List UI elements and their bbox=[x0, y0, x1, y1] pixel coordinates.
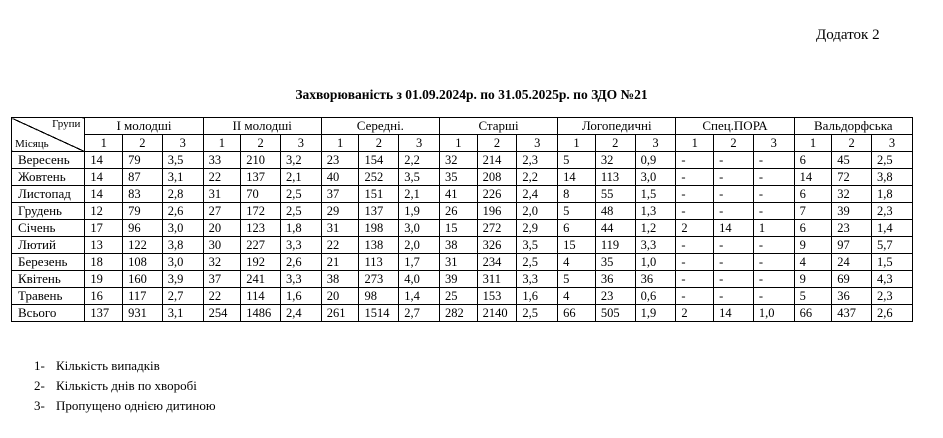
value-cell: 15 bbox=[439, 220, 477, 237]
value-cell: 2,4 bbox=[281, 305, 322, 322]
value-cell: 23 bbox=[832, 220, 872, 237]
value-cell: 70 bbox=[241, 186, 281, 203]
value-cell: 66 bbox=[558, 305, 596, 322]
subheader-cell: 2 bbox=[359, 135, 399, 152]
subheader-cell: 3 bbox=[635, 135, 676, 152]
value-cell: 2,3 bbox=[872, 288, 913, 305]
value-cell: 39 bbox=[832, 203, 872, 220]
value-cell: 5 bbox=[558, 203, 596, 220]
value-cell: 25 bbox=[439, 288, 477, 305]
legend-item bbox=[34, 356, 216, 376]
value-cell: 20 bbox=[203, 220, 241, 237]
value-cell: 2,0 bbox=[399, 237, 440, 254]
value-cell: 1,6 bbox=[281, 288, 322, 305]
value-cell: 2,6 bbox=[162, 203, 203, 220]
value-cell: 12 bbox=[85, 203, 123, 220]
table-row bbox=[12, 220, 913, 237]
value-cell: 33 bbox=[203, 152, 241, 169]
value-cell: 2,5 bbox=[517, 254, 558, 271]
value-cell: 19 bbox=[85, 271, 123, 288]
value-cell: 1,2 bbox=[635, 220, 676, 237]
value-cell: 3,9 bbox=[162, 271, 203, 288]
value-cell: 2,5 bbox=[517, 305, 558, 322]
legend-text: Кількість випадків bbox=[56, 358, 160, 373]
legend-number: 3- bbox=[34, 398, 45, 413]
subheader-cell: 2 bbox=[123, 135, 163, 152]
value-cell: 3,8 bbox=[162, 237, 203, 254]
value-cell: - bbox=[753, 169, 794, 186]
value-cell: 1,5 bbox=[872, 254, 913, 271]
value-cell: 29 bbox=[321, 203, 359, 220]
value-cell: 22 bbox=[321, 237, 359, 254]
subheader-cell: 2 bbox=[714, 135, 754, 152]
value-cell: 2,6 bbox=[872, 305, 913, 322]
value-cell: 2,7 bbox=[162, 288, 203, 305]
value-cell: 226 bbox=[477, 186, 517, 203]
value-cell: 38 bbox=[439, 237, 477, 254]
value-cell: 3,8 bbox=[872, 169, 913, 186]
value-cell: - bbox=[714, 152, 754, 169]
value-cell: 3,3 bbox=[517, 271, 558, 288]
value-cell: 31 bbox=[439, 254, 477, 271]
value-cell: 14 bbox=[714, 220, 754, 237]
subheader-cell: 1 bbox=[85, 135, 123, 152]
value-cell: 8 bbox=[558, 186, 596, 203]
appendix-label: Додаток 2 bbox=[816, 27, 880, 43]
value-cell: 36 bbox=[595, 271, 635, 288]
value-cell: 20 bbox=[321, 288, 359, 305]
subheader-cell: 3 bbox=[753, 135, 794, 152]
value-cell: 55 bbox=[595, 186, 635, 203]
value-cell: - bbox=[676, 288, 714, 305]
table-row bbox=[12, 203, 913, 220]
value-cell: 2,3 bbox=[517, 152, 558, 169]
value-cell: 1,5 bbox=[635, 186, 676, 203]
value-cell: 1,4 bbox=[399, 288, 440, 305]
value-cell: 45 bbox=[832, 152, 872, 169]
value-cell: 172 bbox=[241, 203, 281, 220]
value-cell: 4 bbox=[558, 288, 596, 305]
subheader-cell: 1 bbox=[203, 135, 241, 152]
value-cell: 35 bbox=[595, 254, 635, 271]
value-cell: 6 bbox=[558, 220, 596, 237]
value-cell: 3,5 bbox=[162, 152, 203, 169]
value-cell: 72 bbox=[832, 169, 872, 186]
value-cell: - bbox=[714, 169, 754, 186]
value-cell: - bbox=[753, 288, 794, 305]
value-cell: 119 bbox=[595, 237, 635, 254]
table-row bbox=[12, 254, 913, 271]
value-cell: 2,0 bbox=[517, 203, 558, 220]
value-cell: - bbox=[753, 237, 794, 254]
month-cell: Травень bbox=[12, 288, 85, 305]
value-cell: 1514 bbox=[359, 305, 399, 322]
value-cell: 79 bbox=[123, 152, 163, 169]
value-cell: 23 bbox=[321, 152, 359, 169]
value-cell: 14 bbox=[558, 169, 596, 186]
value-cell: 14 bbox=[85, 169, 123, 186]
value-cell: 234 bbox=[477, 254, 517, 271]
value-cell: 96 bbox=[123, 220, 163, 237]
value-cell: - bbox=[714, 271, 754, 288]
value-cell: 3,1 bbox=[162, 169, 203, 186]
value-cell: 2,5 bbox=[872, 152, 913, 169]
value-cell: 5 bbox=[558, 152, 596, 169]
value-cell: 198 bbox=[359, 220, 399, 237]
groups-corner-label: Групи bbox=[52, 118, 81, 130]
group-header: ІІ молодші bbox=[203, 118, 321, 135]
table-row bbox=[12, 152, 913, 169]
group-header: Спец.ПОРА bbox=[676, 118, 794, 135]
table-row bbox=[12, 237, 913, 254]
value-cell: 311 bbox=[477, 271, 517, 288]
value-cell: 9 bbox=[794, 237, 832, 254]
value-cell: 36 bbox=[832, 288, 872, 305]
value-cell: 273 bbox=[359, 271, 399, 288]
value-cell: 1,0 bbox=[753, 305, 794, 322]
value-cell: 326 bbox=[477, 237, 517, 254]
group-header: Старші bbox=[439, 118, 557, 135]
document-title: Захворюваність з 01.09.2024р. по 31.05.2025р. по ЗДО №21 bbox=[295, 87, 648, 102]
value-cell: 3,0 bbox=[399, 220, 440, 237]
value-cell: 5,7 bbox=[872, 237, 913, 254]
value-cell: 208 bbox=[477, 169, 517, 186]
value-cell: 98 bbox=[359, 288, 399, 305]
value-cell: 3,0 bbox=[162, 220, 203, 237]
value-cell: 87 bbox=[123, 169, 163, 186]
value-cell: 4 bbox=[558, 254, 596, 271]
value-cell: - bbox=[714, 203, 754, 220]
month-cell: Березень bbox=[12, 254, 85, 271]
month-corner-label: Місяць bbox=[15, 138, 49, 150]
value-cell: - bbox=[676, 152, 714, 169]
value-cell: 44 bbox=[595, 220, 635, 237]
value-cell: 21 bbox=[321, 254, 359, 271]
value-cell: 4 bbox=[794, 254, 832, 271]
value-cell: 39 bbox=[439, 271, 477, 288]
value-cell: 38 bbox=[321, 271, 359, 288]
value-cell: 1,6 bbox=[517, 288, 558, 305]
value-cell: 97 bbox=[832, 237, 872, 254]
value-cell: 0,6 bbox=[635, 288, 676, 305]
value-cell: - bbox=[714, 186, 754, 203]
value-cell: 9 bbox=[794, 271, 832, 288]
group-header: Логопедичні bbox=[558, 118, 676, 135]
value-cell: 1,8 bbox=[872, 186, 913, 203]
value-cell: 4,3 bbox=[872, 271, 913, 288]
group-header: І молодші bbox=[85, 118, 203, 135]
table-row bbox=[12, 288, 913, 305]
value-cell: 1,0 bbox=[635, 254, 676, 271]
value-cell: 151 bbox=[359, 186, 399, 203]
value-cell: 153 bbox=[477, 288, 517, 305]
value-cell: - bbox=[753, 186, 794, 203]
value-cell: 2,2 bbox=[399, 152, 440, 169]
value-cell: - bbox=[676, 203, 714, 220]
value-cell: 1,9 bbox=[635, 305, 676, 322]
value-cell: - bbox=[753, 152, 794, 169]
value-cell: 35 bbox=[439, 169, 477, 186]
value-cell: 3,0 bbox=[635, 169, 676, 186]
value-cell: - bbox=[753, 203, 794, 220]
value-cell: 22 bbox=[203, 288, 241, 305]
value-cell: 32 bbox=[203, 254, 241, 271]
value-cell: 196 bbox=[477, 203, 517, 220]
subheader-cell: 1 bbox=[439, 135, 477, 152]
value-cell: 40 bbox=[321, 169, 359, 186]
value-cell: 23 bbox=[595, 288, 635, 305]
value-cell: 2,5 bbox=[281, 203, 322, 220]
value-cell: 3,5 bbox=[517, 237, 558, 254]
value-cell: 36 bbox=[635, 271, 676, 288]
month-cell: Вересень bbox=[12, 152, 85, 169]
value-cell: 5 bbox=[558, 271, 596, 288]
month-cell: Жовтень bbox=[12, 169, 85, 186]
legend-item bbox=[34, 376, 216, 396]
value-cell: - bbox=[676, 237, 714, 254]
value-cell: 2140 bbox=[477, 305, 517, 322]
value-cell: 2,4 bbox=[517, 186, 558, 203]
subheader-cell: 1 bbox=[558, 135, 596, 152]
value-cell: 3,0 bbox=[162, 254, 203, 271]
value-cell: 5 bbox=[794, 288, 832, 305]
value-cell: 0,9 bbox=[635, 152, 676, 169]
value-cell: 3,3 bbox=[281, 271, 322, 288]
value-cell: 2 bbox=[676, 220, 714, 237]
value-cell: 123 bbox=[241, 220, 281, 237]
subheader-cell: 2 bbox=[477, 135, 517, 152]
value-cell: - bbox=[714, 237, 754, 254]
value-cell: 241 bbox=[241, 271, 281, 288]
value-cell: 26 bbox=[439, 203, 477, 220]
legend-number: 2- bbox=[34, 378, 45, 393]
value-cell: 17 bbox=[85, 220, 123, 237]
value-cell: 69 bbox=[832, 271, 872, 288]
value-cell: 32 bbox=[832, 186, 872, 203]
value-cell: 108 bbox=[123, 254, 163, 271]
value-cell: 37 bbox=[203, 271, 241, 288]
value-cell: 3,2 bbox=[281, 152, 322, 169]
value-cell: 437 bbox=[832, 305, 872, 322]
subheader-cell: 3 bbox=[281, 135, 322, 152]
value-cell: 3,1 bbox=[162, 305, 203, 322]
value-cell: 3,3 bbox=[281, 237, 322, 254]
value-cell: 14 bbox=[714, 305, 754, 322]
subheader-cell: 2 bbox=[241, 135, 281, 152]
legend-item bbox=[34, 396, 216, 416]
value-cell: 3,3 bbox=[635, 237, 676, 254]
group-header-row bbox=[12, 118, 913, 135]
value-cell: - bbox=[676, 186, 714, 203]
month-cell: Квітень bbox=[12, 271, 85, 288]
value-cell: 261 bbox=[321, 305, 359, 322]
value-cell: - bbox=[753, 271, 794, 288]
value-cell: - bbox=[676, 271, 714, 288]
value-cell: 113 bbox=[595, 169, 635, 186]
value-cell: 4,0 bbox=[399, 271, 440, 288]
value-cell: 113 bbox=[359, 254, 399, 271]
value-cell: 931 bbox=[123, 305, 163, 322]
value-cell: 254 bbox=[203, 305, 241, 322]
value-cell: 41 bbox=[439, 186, 477, 203]
value-cell: 6 bbox=[794, 152, 832, 169]
value-cell: 6 bbox=[794, 186, 832, 203]
value-cell: 1,8 bbox=[281, 220, 322, 237]
value-cell: 14 bbox=[85, 152, 123, 169]
value-cell: 1,7 bbox=[399, 254, 440, 271]
value-cell: 252 bbox=[359, 169, 399, 186]
value-cell: 13 bbox=[85, 237, 123, 254]
value-cell: 154 bbox=[359, 152, 399, 169]
value-cell: 14 bbox=[794, 169, 832, 186]
value-cell: 79 bbox=[123, 203, 163, 220]
value-cell: 1,3 bbox=[635, 203, 676, 220]
value-cell: 18 bbox=[85, 254, 123, 271]
value-cell: 1,9 bbox=[399, 203, 440, 220]
value-cell: 2,9 bbox=[517, 220, 558, 237]
value-cell: 160 bbox=[123, 271, 163, 288]
morbidity-table bbox=[11, 117, 913, 322]
table-row bbox=[12, 169, 913, 186]
value-cell: 6 bbox=[794, 220, 832, 237]
month-cell: Листопад bbox=[12, 186, 85, 203]
value-cell: - bbox=[676, 169, 714, 186]
value-cell: 210 bbox=[241, 152, 281, 169]
month-cell: Всього bbox=[12, 305, 85, 322]
value-cell: 24 bbox=[832, 254, 872, 271]
value-cell: - bbox=[676, 254, 714, 271]
value-cell: - bbox=[753, 254, 794, 271]
subheader-cell: 3 bbox=[872, 135, 913, 152]
subheader-cell: 1 bbox=[676, 135, 714, 152]
value-cell: 14 bbox=[85, 186, 123, 203]
corner-header-cell bbox=[12, 118, 85, 152]
subheader-row bbox=[12, 135, 913, 152]
month-cell: Січень bbox=[12, 220, 85, 237]
value-cell: 137 bbox=[241, 169, 281, 186]
value-cell: 2,5 bbox=[281, 186, 322, 203]
legend-number: 1- bbox=[34, 358, 45, 373]
value-cell: 15 bbox=[558, 237, 596, 254]
value-cell: 83 bbox=[123, 186, 163, 203]
value-cell: 138 bbox=[359, 237, 399, 254]
value-cell: - bbox=[714, 254, 754, 271]
value-cell: 31 bbox=[321, 220, 359, 237]
month-cell: Грудень bbox=[12, 203, 85, 220]
subheader-cell: 2 bbox=[832, 135, 872, 152]
value-cell: 137 bbox=[359, 203, 399, 220]
table-row bbox=[12, 271, 913, 288]
value-cell: 122 bbox=[123, 237, 163, 254]
value-cell: - bbox=[714, 288, 754, 305]
value-cell: 282 bbox=[439, 305, 477, 322]
value-cell: 22 bbox=[203, 169, 241, 186]
value-cell: 3,5 bbox=[399, 169, 440, 186]
value-cell: 37 bbox=[321, 186, 359, 203]
value-cell: 2,3 bbox=[872, 203, 913, 220]
value-cell: 272 bbox=[477, 220, 517, 237]
value-cell: 2,1 bbox=[281, 169, 322, 186]
value-cell: 505 bbox=[595, 305, 635, 322]
legend-text: Кількість днів по хворобі bbox=[56, 378, 197, 393]
legend bbox=[34, 356, 216, 416]
value-cell: 227 bbox=[241, 237, 281, 254]
value-cell: 66 bbox=[794, 305, 832, 322]
subheader-cell: 3 bbox=[162, 135, 203, 152]
value-cell: 1,4 bbox=[872, 220, 913, 237]
subheader-cell: 2 bbox=[595, 135, 635, 152]
group-header: Середні. bbox=[321, 118, 439, 135]
value-cell: 117 bbox=[123, 288, 163, 305]
value-cell: 30 bbox=[203, 237, 241, 254]
value-cell: 192 bbox=[241, 254, 281, 271]
value-cell: 2,7 bbox=[399, 305, 440, 322]
subheader-cell: 1 bbox=[794, 135, 832, 152]
table-row bbox=[12, 186, 913, 203]
legend-text: Пропущено однією дитиною bbox=[56, 398, 216, 413]
subheader-cell: 3 bbox=[517, 135, 558, 152]
subheader-cell: 1 bbox=[321, 135, 359, 152]
month-cell: Лютий bbox=[12, 237, 85, 254]
value-cell: 2 bbox=[676, 305, 714, 322]
value-cell: 2,6 bbox=[281, 254, 322, 271]
value-cell: 137 bbox=[85, 305, 123, 322]
value-cell: 48 bbox=[595, 203, 635, 220]
value-cell: 2,2 bbox=[517, 169, 558, 186]
value-cell: 32 bbox=[595, 152, 635, 169]
group-header: Вальдорфська bbox=[794, 118, 912, 135]
value-cell: 16 bbox=[85, 288, 123, 305]
value-cell: 2,1 bbox=[399, 186, 440, 203]
subheader-cell: 3 bbox=[399, 135, 440, 152]
value-cell: 1 bbox=[753, 220, 794, 237]
value-cell: 31 bbox=[203, 186, 241, 203]
value-cell: 32 bbox=[439, 152, 477, 169]
value-cell: 27 bbox=[203, 203, 241, 220]
total-row bbox=[12, 305, 913, 322]
value-cell: 7 bbox=[794, 203, 832, 220]
value-cell: 114 bbox=[241, 288, 281, 305]
value-cell: 1486 bbox=[241, 305, 281, 322]
value-cell: 214 bbox=[477, 152, 517, 169]
value-cell: 2,8 bbox=[162, 186, 203, 203]
